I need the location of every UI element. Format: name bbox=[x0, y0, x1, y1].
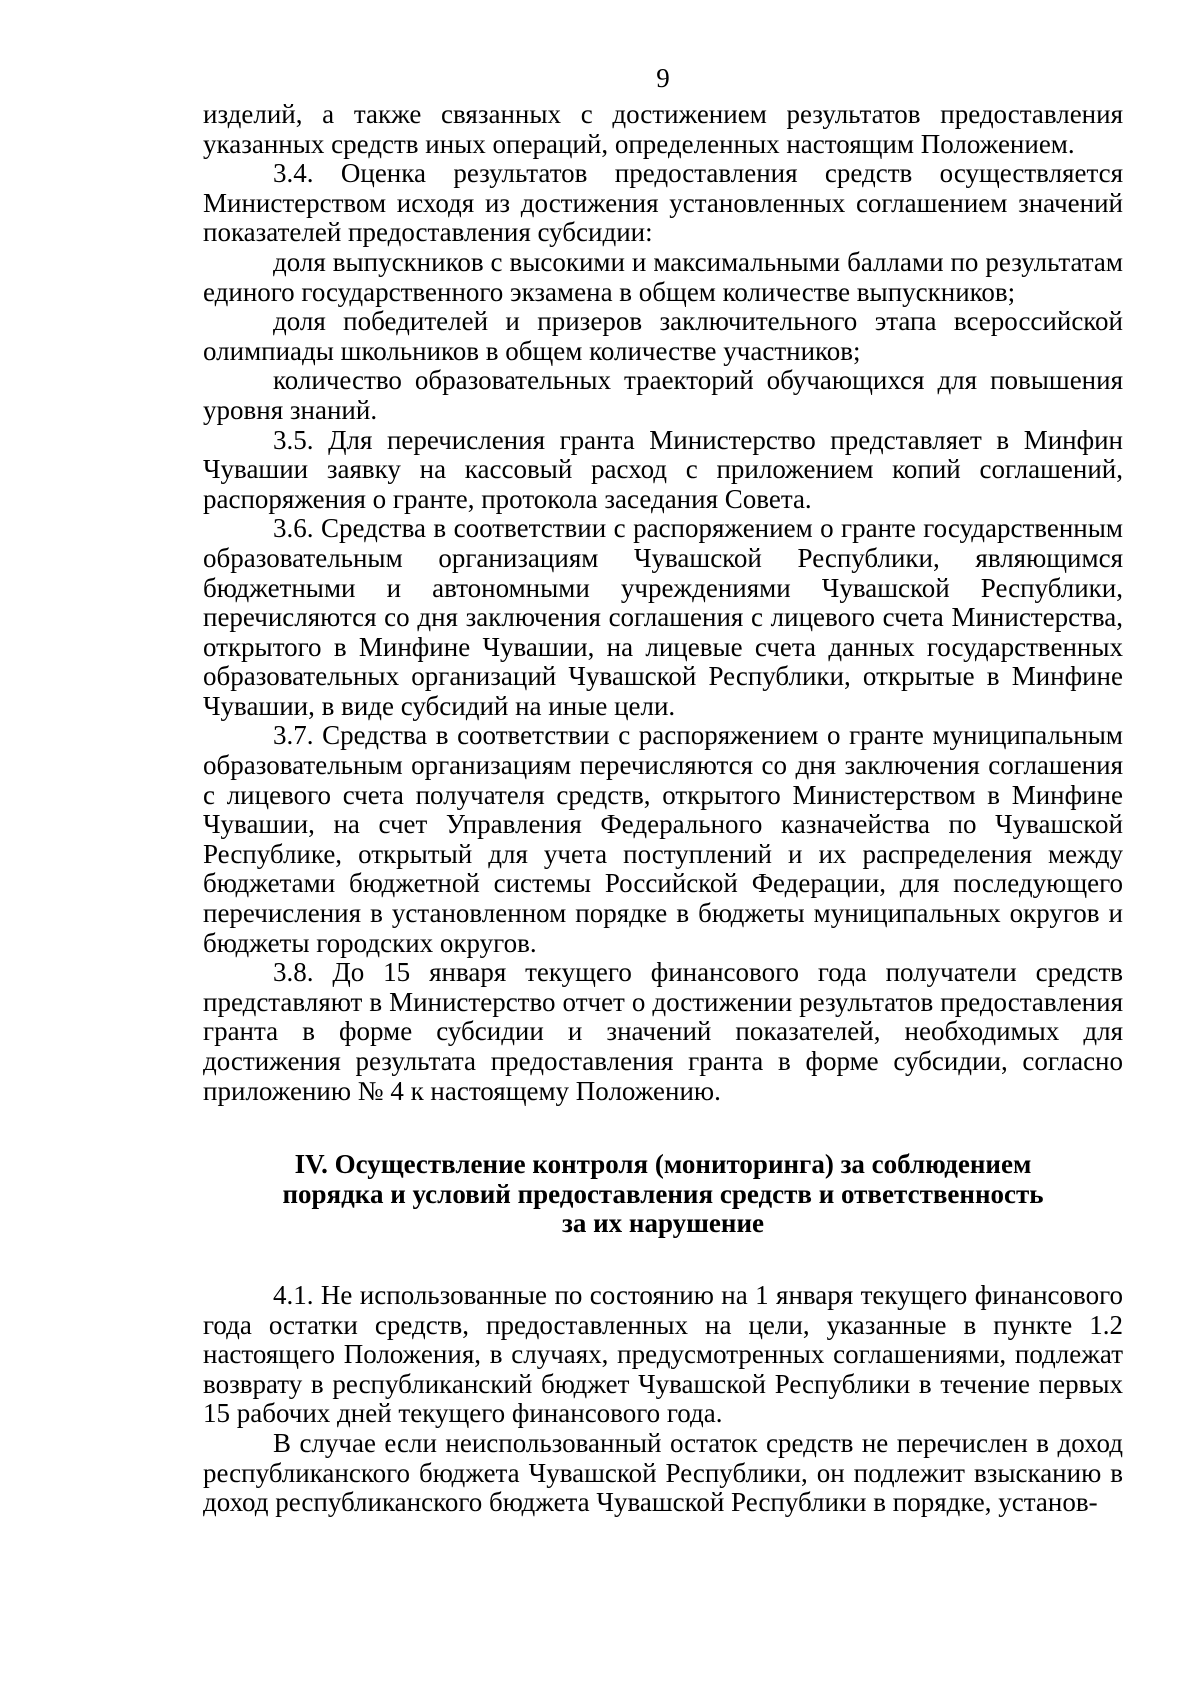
section-heading bbox=[203, 1150, 1123, 1239]
paragraph: 3.5. Для перечисления гранта Министерство представляет в Минфин Чувашии заявку на кассовый расход с приложением копий соглашений, распоряжения о гранте, протокола заседания Совета. bbox=[203, 424, 1123, 514]
paragraph: 3.6. Средства в соответствии с распоряжением о гранте государственным образовательным организациям Чувашской Республики, являющимся бюджетными и автономными учреждениями Чувашской Республики, перечисляются со дня заключения соглашения с лицевого счета Министерства, открытого в Минфине Чувашии, на лицевые счета данных государственных образовательных организаций Чувашской Республики, открытые в Минфине Чувашии, в виде субсидий на иные цели. bbox=[203, 513, 1123, 721]
paragraph: количество образовательных траекторий обучающихся для повышения уровня знаний. bbox=[203, 365, 1123, 425]
paragraph: 4.1. Не использованные по состоянию на 1 января текущего финансового года остатки средств, предоставленных на цели, указанные в пункте 1.2 настоящего Положения, в случаях, предусмотренных соглашениями, подлежат возврату в республиканский бюджет Чувашской Республики в течение первых 15 рабочих дней текущего финансового года. bbox=[203, 1279, 1123, 1429]
paragraph: доля победителей и призеров заключительного этапа всероссийской олимпиады школьников в общем количестве участников; bbox=[203, 306, 1123, 366]
body-text-bottom bbox=[203, 1281, 1123, 1518]
paragraph: 3.7. Средства в соответствии с распоряжением о гранте муниципальным образовательным организациям перечисляются со дня заключения соглашения с лицевого счета получателя средств, открытого Министерством в Минфине Чувашии, на счет Управления Федерального казначейства по Чувашской Республике, открытый для учета поступлений и их распределения между бюджетами бюджетной системы Российской Федерации, для последующего перечисления в установленном порядке в бюджеты муниципальных округов и бюджеты городских округов. bbox=[203, 720, 1123, 958]
paragraph: доля выпускников с высокими и максимальными баллами по результатам единого государственного экзамена в общем количестве выпускников; bbox=[203, 246, 1123, 307]
paragraph: В случае если неиспользованный остаток средств не перечислен в доход республиканского бюджета Чувашской Республики, он подлежит взысканию в доход республиканского бюджета Чувашской Республики в порядке, установ- bbox=[203, 1427, 1123, 1518]
page-number: 9 bbox=[656, 63, 670, 93]
section-heading-line: порядка и условий предоставления средств и ответственность bbox=[282, 1178, 1044, 1209]
section-heading-line: IV. Осуществление контроля (мониторинга) за соблюдением bbox=[294, 1149, 1032, 1180]
paragraph: 3.8. До 15 января текущего финансового года получатели средств представляют в Министерство отчет о достижении результатов предоставления гранта в форме субсидии и значений показателей, необходимых для достижения результата предоставления гранта в форме субсидии, согласно приложению № 4 к настоящему Положению. bbox=[203, 957, 1123, 1106]
paragraph: изделий, а также связанных с достижением результатов предоставления указанных средств иных операций, определенных настоящим Положением. bbox=[203, 99, 1123, 159]
paragraph: 3.4. Оценка результатов предоставления средств осуществляется Министерством исходя из достижения установленных соглашением значений показателей предоставления субсидии: bbox=[203, 158, 1123, 248]
document-page bbox=[203, 62, 1123, 1518]
section-heading-line: за их нарушение bbox=[562, 1208, 764, 1239]
body-text-top bbox=[203, 100, 1123, 1106]
